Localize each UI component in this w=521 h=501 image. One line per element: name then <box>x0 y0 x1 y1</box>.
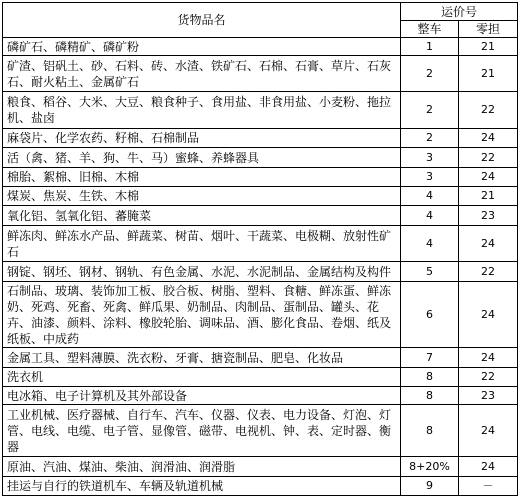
table-row <box>3 206 518 226</box>
goods-name-cell: 煤炭、焦炭、生铁、木棉 <box>3 187 401 206</box>
goods-name-cell: 石制品、玻璃、装饰加工板、胶合板、树脂、塑料、食糖、鲜冻蛋、鲜冻奶、死鸡、死畜、死禽、鲜瓜果、奶制品、肉制品、蛋制品、罐头、花卉、油漆、颜料、涂料、橡胶轮胎、调味品、酒、膨化食品、卷烟、纸及纸板、中成药 <box>3 282 401 348</box>
full-car-rate-cell: 6 <box>401 282 459 348</box>
less-than-car-rate-cell: 24 <box>459 282 518 348</box>
freight-rate-table <box>2 2 518 496</box>
goods-name-cell: 挂运与自行的铁道机车、车辆及轨道机械 <box>3 477 401 496</box>
table-row <box>3 92 518 129</box>
rate-number-header: 运价号 <box>401 3 518 21</box>
full-car-rate-cell: 2 <box>401 129 459 148</box>
full-car-header: 整车 <box>401 21 459 38</box>
goods-name-cell: 洗衣机 <box>3 368 401 387</box>
goods-name-cell: 金属工具、塑料薄膜、洗衣粉、牙膏、搪瓷制品、肥皂、化妆品 <box>3 348 401 368</box>
less-than-car-rate-cell: － <box>459 477 518 496</box>
goods-name-cell: 氧化铝、氢氧化铝、蕃腌菜 <box>3 206 401 226</box>
table-row <box>3 129 518 148</box>
goods-name-cell: 磷矿石、磷精矿、磷矿粉 <box>3 38 401 56</box>
table-row <box>3 168 518 187</box>
table-row <box>3 405 518 457</box>
goods-name-cell: 矿渣、铝矾土、砂、石料、砖、水渣、铁矿石、石棉、石膏、草片、石灰石、耐火粘土、金属矿石 <box>3 56 401 92</box>
less-than-car-rate-cell: 23 <box>459 387 518 405</box>
table-row <box>3 348 518 368</box>
less-than-car-rate-cell: 21 <box>459 56 518 92</box>
table-row <box>3 368 518 387</box>
less-than-car-rate-cell: 21 <box>459 187 518 206</box>
full-car-rate-cell: 2 <box>401 56 459 92</box>
full-car-rate-cell: 3 <box>401 168 459 187</box>
table-row <box>3 457 518 477</box>
table-row <box>3 187 518 206</box>
table-row <box>3 56 518 92</box>
less-than-car-rate-cell: 24 <box>459 457 518 477</box>
full-car-rate-cell: 8+20% <box>401 457 459 477</box>
table-row <box>3 387 518 405</box>
less-than-car-rate-cell: 22 <box>459 368 518 387</box>
full-car-rate-cell: 3 <box>401 148 459 168</box>
less-than-car-rate-cell: 22 <box>459 262 518 282</box>
full-car-rate-cell: 4 <box>401 226 459 262</box>
goods-name-cell: 棉胎、絮棉、旧棉、木棉 <box>3 168 401 187</box>
goods-name-cell: 原油、汽油、煤油、柴油、润滑油、润滑脂 <box>3 457 401 477</box>
full-car-rate-cell: 1 <box>401 38 459 56</box>
full-car-rate-cell: 9 <box>401 477 459 496</box>
full-car-rate-cell: 4 <box>401 187 459 206</box>
table-row <box>3 262 518 282</box>
less-than-car-rate-cell: 21 <box>459 38 518 56</box>
goods-name-cell: 麻袋片、化学农药、籽棉、石棉制品 <box>3 129 401 148</box>
goods-name-cell: 工业机械、医疗器械、自行车、汽车、仪器、仪表、电力设备、灯泡、灯管、电线、电缆、电子管、显像管、磁带、电视机、钟、表、定时器、衡器 <box>3 405 401 457</box>
full-car-rate-cell: 8 <box>401 405 459 457</box>
goods-name-cell: 粮食、稻谷、大米、大豆、粮食种子、食用盐、非食用盐、小麦粉、拖拉机、盐卤 <box>3 92 401 129</box>
less-than-car-header: 零担 <box>459 21 518 38</box>
goods-name-cell: 活（禽、猪、羊、狗、牛、马）蜜蜂、养蜂器具 <box>3 148 401 168</box>
less-than-car-rate-cell: 22 <box>459 92 518 129</box>
table-row <box>3 226 518 262</box>
full-car-rate-cell: 4 <box>401 206 459 226</box>
goods-name-cell: 钢锭、钢坯、钢材、钢轨、有色金属、水泥、水泥制品、金属结构及构件 <box>3 262 401 282</box>
less-than-car-rate-cell: 24 <box>459 405 518 457</box>
table-row <box>3 477 518 496</box>
less-than-car-rate-cell: 24 <box>459 129 518 148</box>
full-car-rate-cell: 8 <box>401 387 459 405</box>
less-than-car-rate-cell: 22 <box>459 148 518 168</box>
less-than-car-rate-cell: 24 <box>459 348 518 368</box>
goods-name-cell: 鲜冻肉、鲜冻水产品、鲜蔬菜、树苗、烟叶、干蔬菜、电极糊、放射性矿石 <box>3 226 401 262</box>
less-than-car-rate-cell: 24 <box>459 226 518 262</box>
goods-name-header: 货物品名 <box>3 3 401 38</box>
full-car-rate-cell: 2 <box>401 92 459 129</box>
table-row <box>3 282 518 348</box>
less-than-car-rate-cell: 23 <box>459 206 518 226</box>
goods-name-cell: 电冰箱、电子计算机及其外部设备 <box>3 387 401 405</box>
less-than-car-rate-cell: 24 <box>459 168 518 187</box>
table-row <box>3 148 518 168</box>
full-car-rate-cell: 8 <box>401 368 459 387</box>
full-car-rate-cell: 5 <box>401 262 459 282</box>
table-row <box>3 38 518 56</box>
full-car-rate-cell: 7 <box>401 348 459 368</box>
